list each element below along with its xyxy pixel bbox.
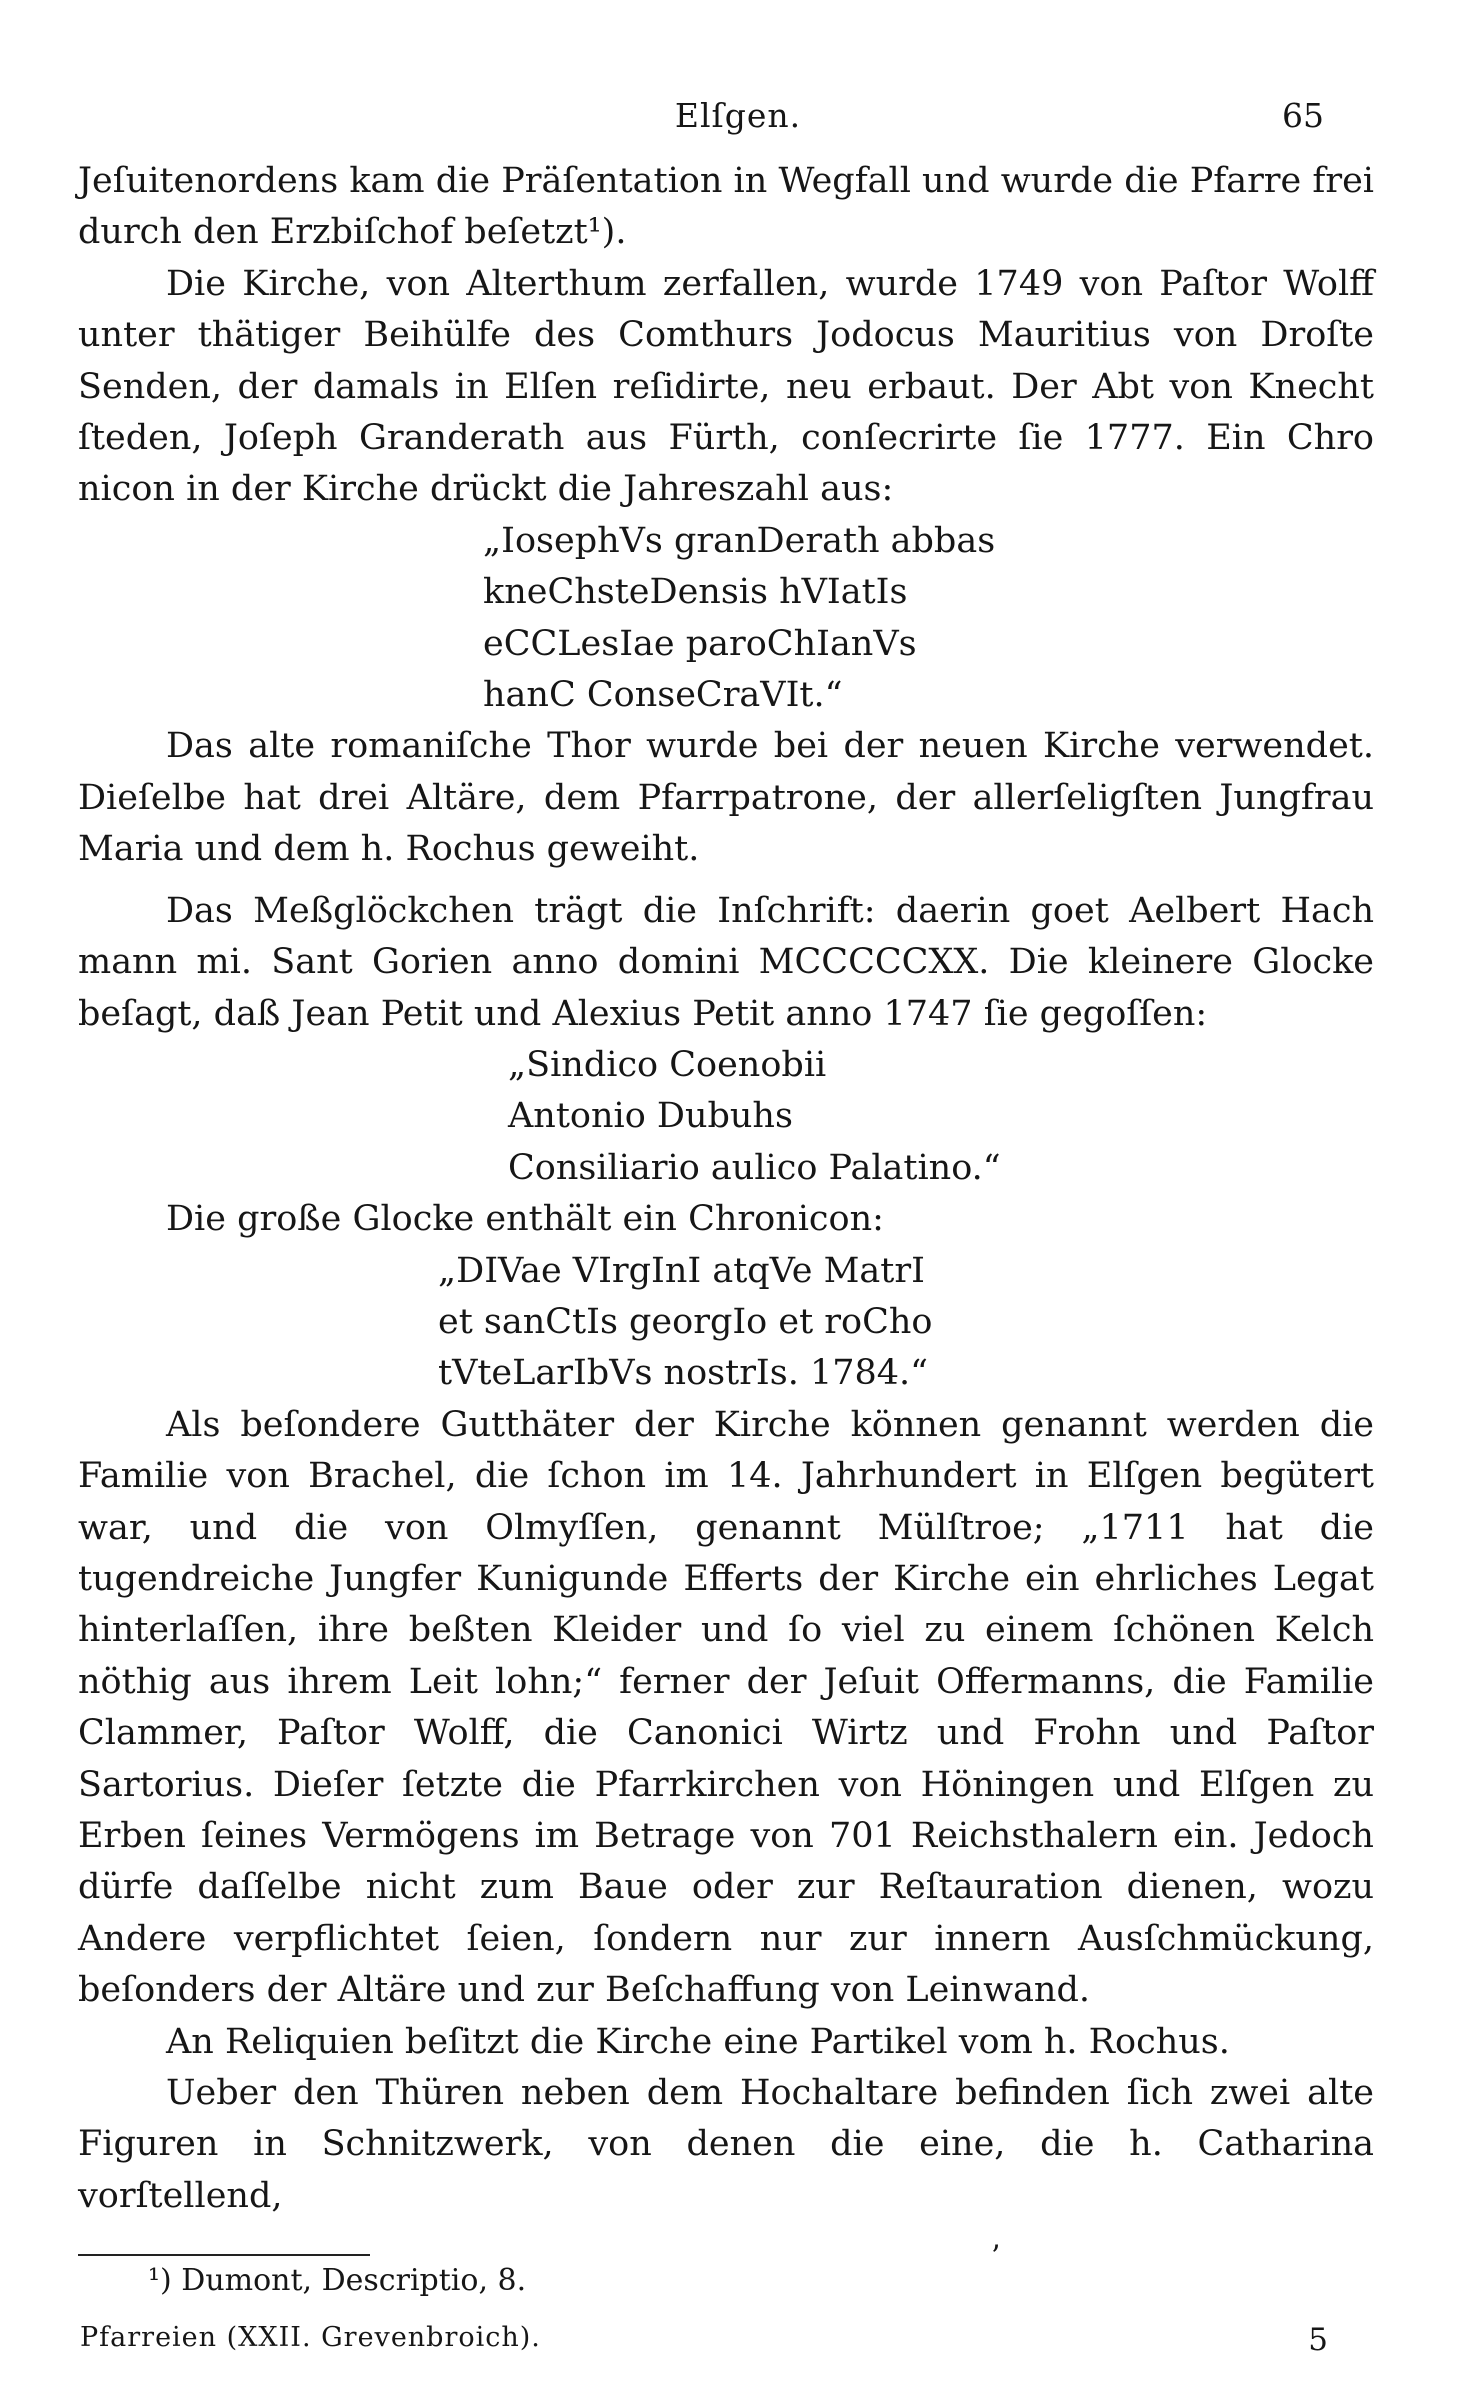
text-line: Die Kirche, von Alterthum zerfallen, wurde 1749 von Paſtor Wolff xyxy=(166,263,1374,304)
text-line: Pfarrkirchen von Höningen und Elſgen zu Erben ſeines Vermögens im xyxy=(78,1764,1374,1856)
text-line: zur innern Ausſchmückung, beſonders der Altäre und zur Beſchaffung xyxy=(78,1918,1374,2011)
text-line: Maria und dem h. Rochus geweiht. xyxy=(78,829,700,870)
paragraph-figures xyxy=(78,2068,1374,2222)
text-line: Das Meßglöckchen trägt die Inſchrift: daerin goet Aelbert Hach xyxy=(166,890,1374,931)
text-line: Familie von Brachel, die ſchon im 14. Jahrhundert in Elſgen begütert xyxy=(78,1456,1374,1497)
running-title: Elſgen. xyxy=(674,96,802,135)
verse-line: hanC ConseCraVIt.“ xyxy=(483,675,843,716)
text-line: frei durch den Erzbiſchof beſetzt¹). xyxy=(78,161,1374,253)
footnote-rule xyxy=(78,2254,370,2256)
text-line: Das alte romaniſche Thor wurde bei der neuen Kirche verwendet. xyxy=(166,726,1374,767)
page-number: 65 xyxy=(1282,96,1324,135)
paragraph-church xyxy=(78,259,1374,516)
signature-number: 5 xyxy=(1308,2322,1328,2358)
text-line: Ueber den Thüren neben dem Hochaltare befinden ſich zwei alte xyxy=(166,2073,1374,2114)
chronogram-consecration xyxy=(78,516,1374,722)
text-line: ſteden, Joſeph Granderath aus Fürth, conſecrirte ſie 1777. Ein Chro xyxy=(78,418,1374,459)
text-line: Figuren in Schnitzwerk, von denen die eine, die h. Catharina vorſtellend, xyxy=(78,2124,1374,2216)
text-line: Betrage von 701 Reichsthalern ein. Jedoch dürfe daſſelbe nicht zum Baue xyxy=(78,1816,1374,1908)
paragraph-portal-altars xyxy=(78,721,1374,875)
verse-line: Consiliario aulico Palatino.“ xyxy=(508,1147,1001,1188)
text-line: beſagt, daß Jean Petit und Alexius Petit anno 1747 ſie gegoſſen: xyxy=(78,993,1208,1034)
text-line: von Leinwand. xyxy=(830,1970,1091,2011)
text-line: nicon in der Kirche drückt die Jahreszahl aus: xyxy=(78,469,894,510)
bell-inscription-small xyxy=(78,1040,1374,1194)
text-line: war, und die von Olmyſſen, genannt Mülſtroe; „1711 hat die tugendreiche xyxy=(78,1507,1374,1599)
chronogram-large-bell xyxy=(78,1246,1374,1400)
paragraph-bells xyxy=(78,886,1374,1040)
verse-line: tVteLarIbVs nostrIs. 1784.“ xyxy=(438,1353,929,1394)
text-line: Jungfer Kunigunde Efferts der Kirche ein ehrliches Legat hinterlaſſen, ihre xyxy=(78,1558,1374,1651)
verse-line: et sanCtIs georgIo et roCho xyxy=(438,1301,933,1342)
paragraph-jesuit xyxy=(78,156,1374,259)
text-line: Senden, der damals in Elſen reſidirte, neu erbaut. Der Abt von Knecht xyxy=(78,366,1374,407)
text-line: An Reliquien beſitzt die Kirche eine Partikel vom h. Rochus. xyxy=(166,2021,1230,2062)
text-line: lohn;“ ferner der Jeſuit Offermanns, die Familie Clammer, Paſtor Wolff, xyxy=(78,1661,1374,1754)
text-line: beßten Kleider und ſo viel zu einem ſchönen Kelch nöthig aus ihrem Leit xyxy=(78,1610,1374,1702)
text-line: die Canonici Wirtz und Frohn und Paſtor Sartorius. Dieſer ſetzte die xyxy=(78,1713,1374,1805)
footnote: ¹) Dumont, Descriptio, 8. xyxy=(148,2263,527,2298)
verse-line: kneChsteDensis hVIatIs xyxy=(483,572,908,613)
text-line: mann mi. Sant Gorien anno domini MCCCCCXX. Die kleinere Glocke xyxy=(78,942,1374,983)
signature-label: Pfarreien (XXII. Grevenbroich). xyxy=(80,2322,541,2353)
paragraph-relics xyxy=(78,2017,1374,2068)
paragraph-benefactors xyxy=(78,1400,1374,2017)
verse-line: eCCLesIae paroChIanVs xyxy=(483,623,917,664)
text-line: Als beſondere Gutthäter der Kirche können genannt werden die xyxy=(166,1404,1374,1445)
paragraph-large-bell xyxy=(78,1194,1374,1245)
text-line: Jeſuitenordens kam die Präſentation in Wegfall und wurde die Pfarre xyxy=(78,161,1313,201)
verse-line: „IosephVs granDerath abbas xyxy=(483,520,996,561)
text-line: Die große Glocke enthält ein Chronicon: xyxy=(166,1199,884,1240)
verse-line: „Sindico Coenobii xyxy=(508,1044,827,1085)
verse-line: „DIVae VIrgInI atqVe MatrI xyxy=(438,1250,925,1291)
text-line: Dieſelbe hat drei Altäre, dem Pfarrpatrone, der allerſeligſten Jungfrau xyxy=(78,777,1374,818)
text-line: oder zur Reſtauration dienen, wozu Andere verpflichtet ſeien, ſondern nur xyxy=(78,1867,1375,1959)
stray-mark: ʼ xyxy=(990,2240,1000,2275)
page-body xyxy=(78,156,1374,2222)
text-line: unter thätiger Beihülfe des Comthurs Jodocus Mauritius von Droſte xyxy=(78,315,1374,356)
verse-line: Antonio Dubuhs xyxy=(508,1096,793,1137)
